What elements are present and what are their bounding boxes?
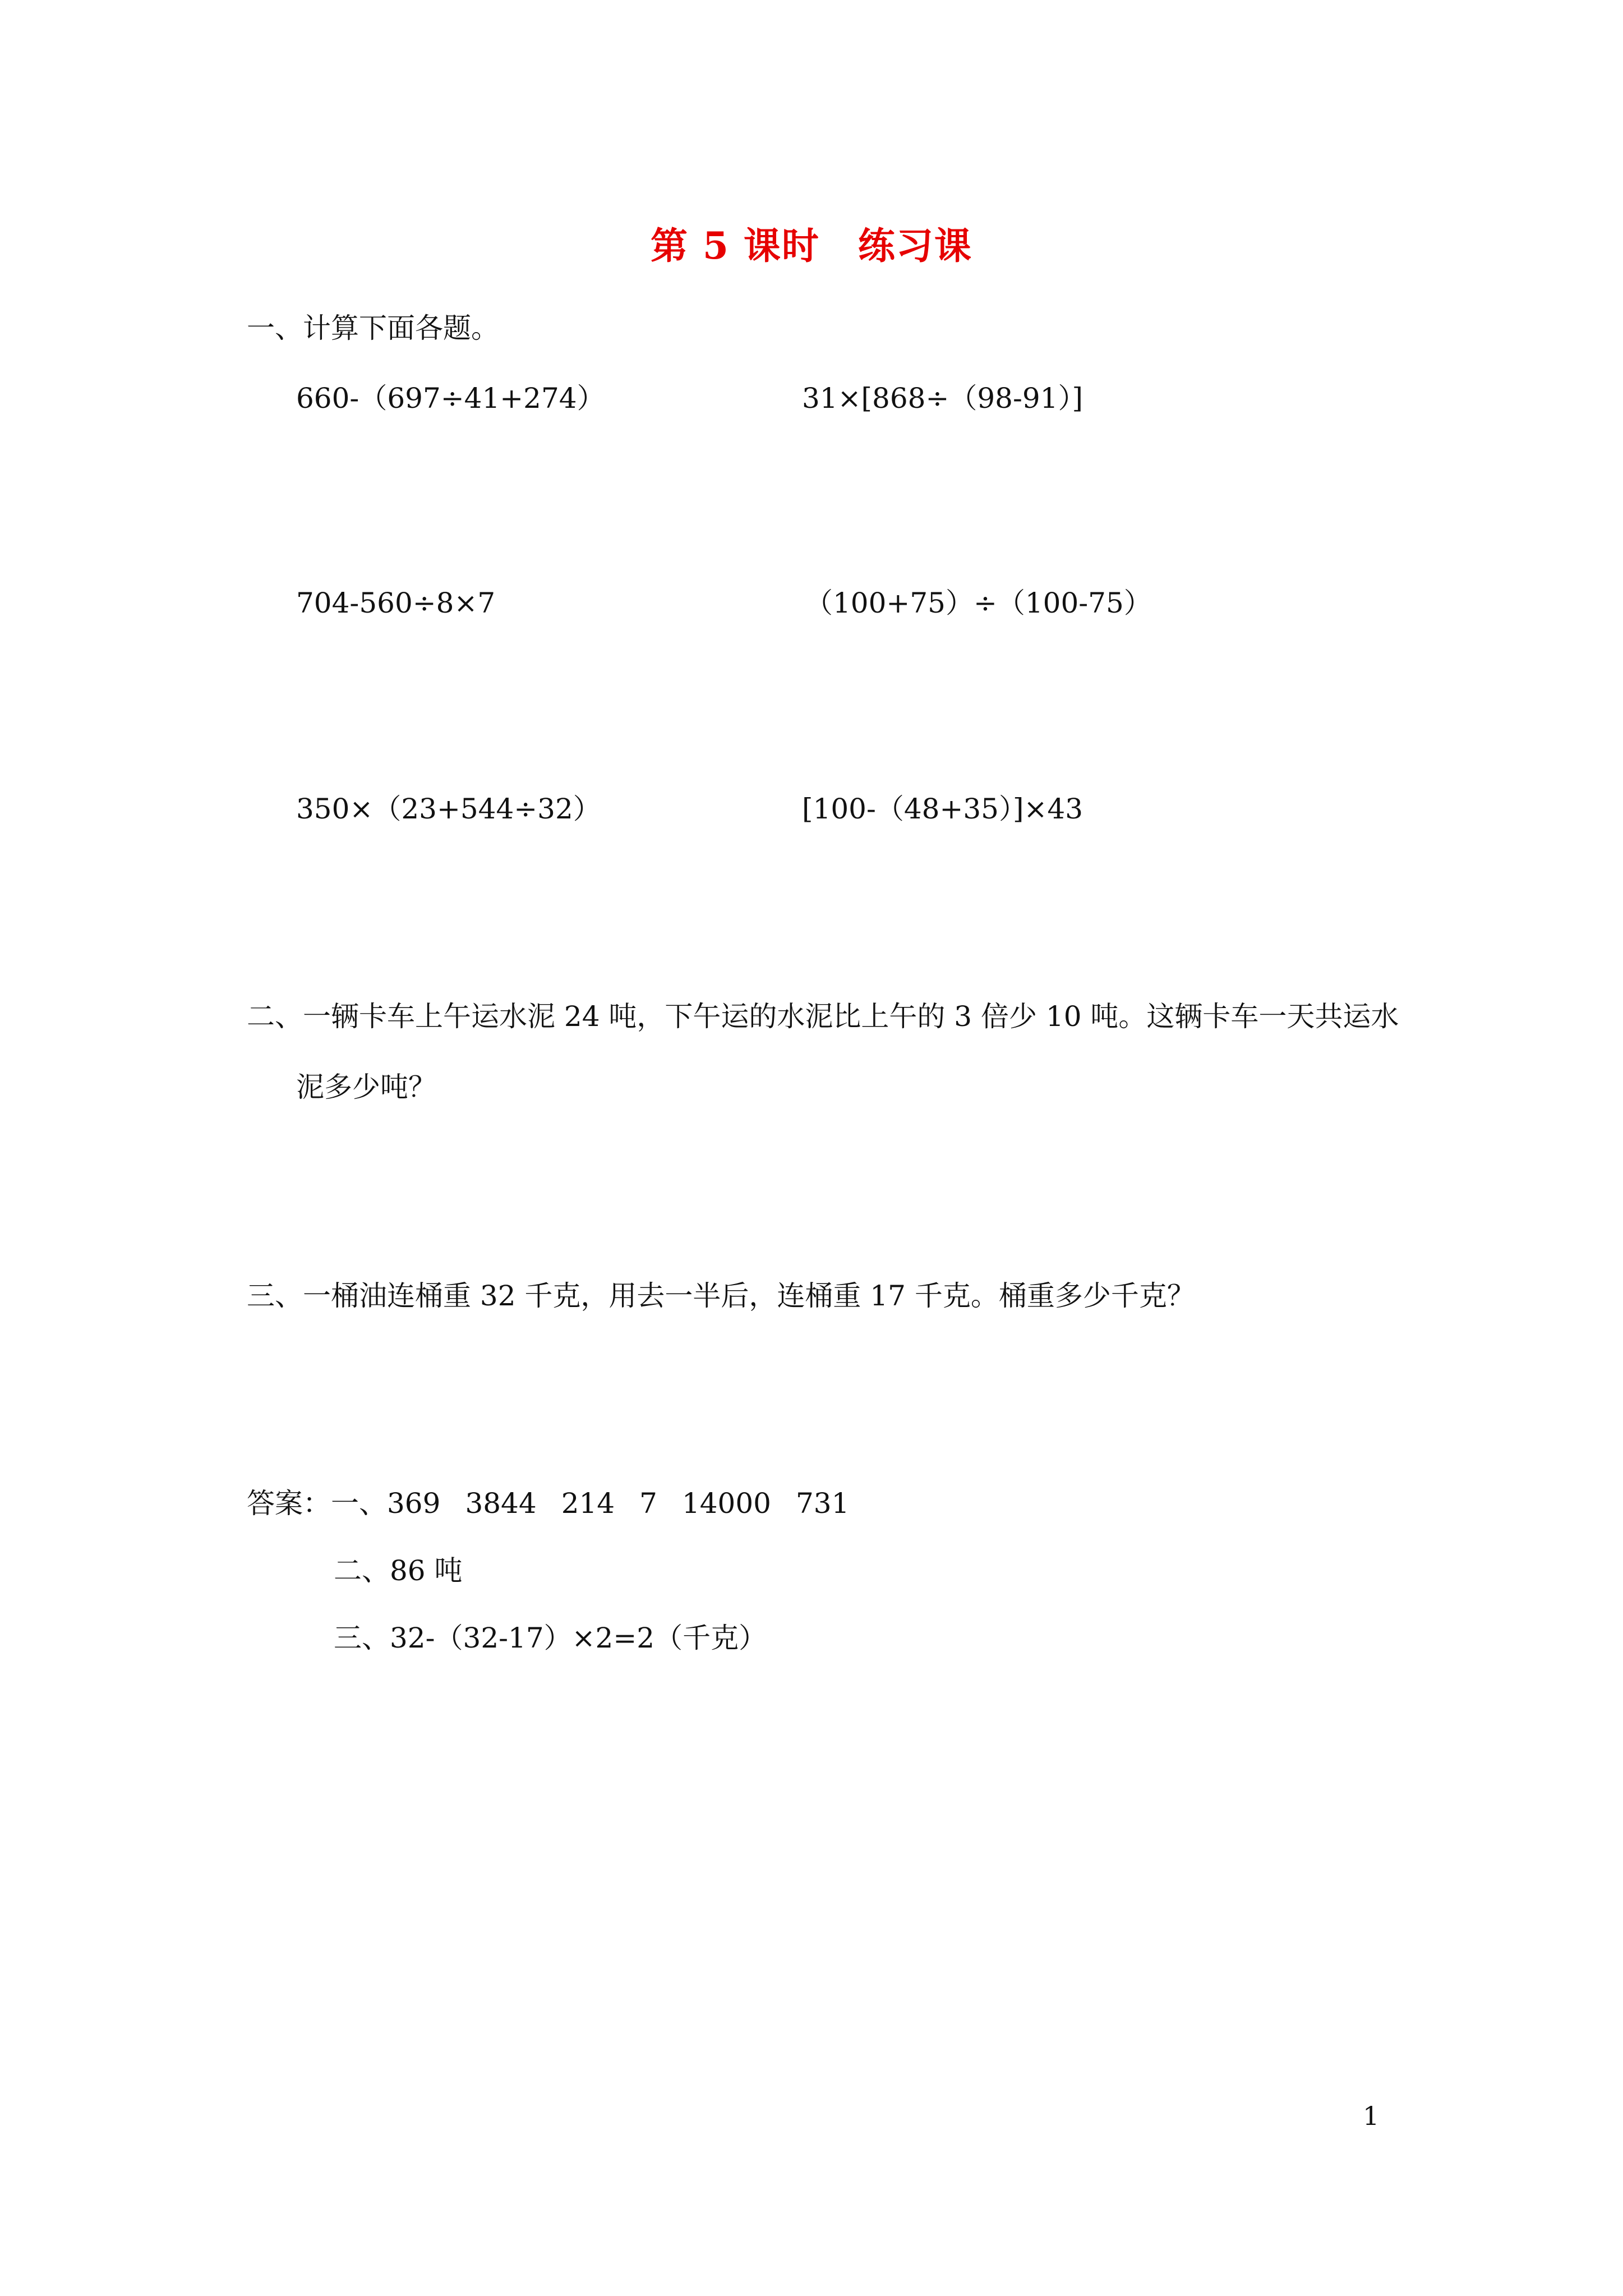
answer-1-4: 7 bbox=[639, 1487, 657, 1520]
problem-1: 660-（697÷41+274） bbox=[296, 382, 605, 415]
section-2-line-2: 泥多少吨？ bbox=[296, 1071, 436, 1103]
answer-1-1: 369 bbox=[387, 1487, 441, 1520]
problem-6: [100-（48+35）]×43 bbox=[802, 793, 1083, 825]
answer-1-6: 731 bbox=[796, 1487, 850, 1520]
problem-2: 31×[868÷（98-91）] bbox=[802, 382, 1083, 415]
answer-1-2: 3844 bbox=[465, 1487, 537, 1520]
problem-4: （100+75）÷（100-75） bbox=[805, 587, 1152, 619]
answers-line-2: 二、86 吨 bbox=[334, 1554, 463, 1587]
answers-prefix: 答案：一、 bbox=[247, 1487, 387, 1520]
problem-3: 704-560÷8×7 bbox=[296, 587, 496, 619]
problem-5: 350×（23+544÷32） bbox=[296, 793, 601, 825]
section-2-line-1: 二、一辆卡车上午运水泥 24 吨，下午运的水泥比上午的 3 倍少 10 吨。这辆卡车一天共运水 bbox=[247, 1000, 1399, 1033]
answers-line-3: 三、32-（32-17）×2=2（千克） bbox=[334, 1622, 767, 1654]
answer-1-5: 14000 bbox=[681, 1487, 771, 1520]
answers-line-1 bbox=[247, 1487, 849, 1520]
section-3-question: 三、一桶油连桶重 32 千克，用去一半后，连桶重 17 千克。桶重多少千克？ bbox=[247, 1280, 1195, 1312]
page-title: 第 5 课时 练习课 bbox=[651, 224, 972, 268]
answer-1-3: 214 bbox=[561, 1487, 615, 1520]
page-number: 1 bbox=[1363, 2101, 1380, 2131]
section-1-heading: 一、计算下面各题。 bbox=[247, 312, 499, 344]
